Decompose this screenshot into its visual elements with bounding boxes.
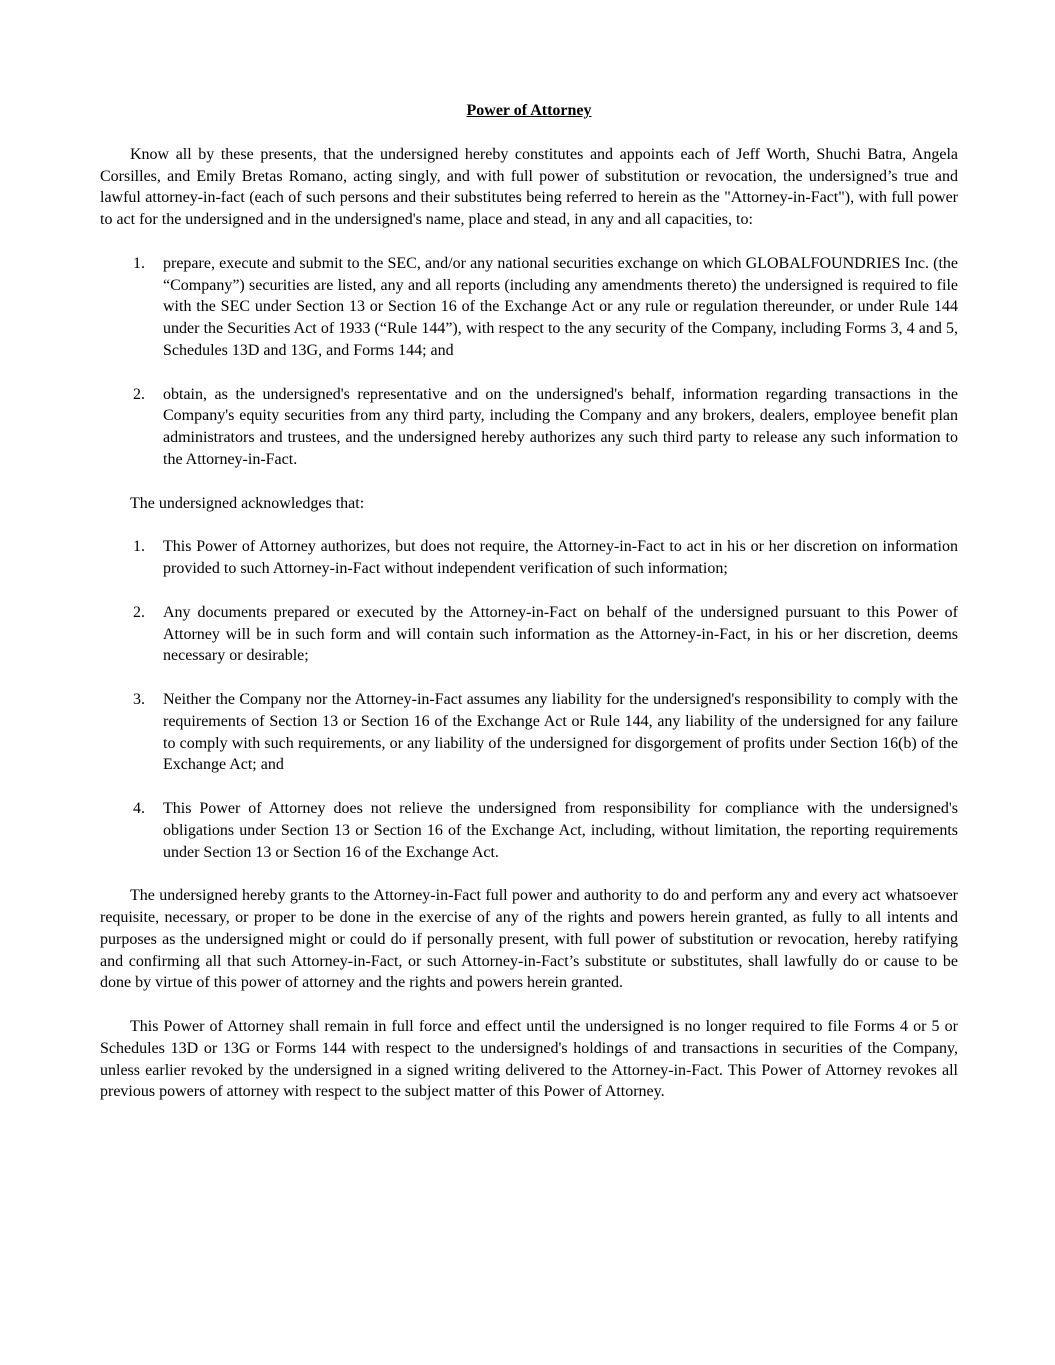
- list-item-text: This Power of Attorney does not relieve the undersigned from responsibility for compliance with the undersigned's obligations under Section 13 or Section 16 of the Exchange Act, including, without limitation, the reporting requirements under Section 13 or Section 16 of the Exchange Act.: [163, 800, 958, 861]
- list-item-number: 1.: [133, 254, 145, 272]
- list-item-text: prepare, execute and submit to the SEC, and/or any national securities exchange on which GLOBALFOUNDRIES Inc. (the “Company”) securities are listed, any and all reports (including any amendments thereto) the undersigned is required to file with the SEC under Section 13 or Section 16 of the Exchange Act or any rule or regulation thereunder, or under Rule 144 under the Securities Act of 1933 (“Rule 144”), with respect to the any security of the Company, including Forms 3, 4 and 5, Schedules 13D and 13G, and Forms 144; and: [163, 254, 958, 359]
- list-item-text: This Power of Attorney authorizes, but does not require, the Attorney-in-Fact to act in his or her discretion on information provided to such Attorney-in-Fact without independent verification of such information;: [163, 538, 958, 577]
- list-item: [133, 689, 958, 776]
- list-item: [133, 798, 958, 863]
- list-item-number: 2.: [133, 385, 145, 403]
- closing-paragraph: This Power of Attorney shall remain in full force and effect until the undersigned is no longer required to file Forms 4 or 5 or Schedules 13D or 13G or Forms 144 with respect to the undersigned's holdings of and transactions in securities of the Company, unless earlier revoked by the undersigned in a signed writing delivered to the Attorney-in-Fact. This Power of Attorney revokes all previous powers of attorney with respect to the subject matter of this Power of Attorney.: [100, 1018, 958, 1101]
- list-item: [133, 253, 958, 362]
- intro-paragraph: Know all by these presents, that the undersigned hereby constitutes and appoints each of Jeff Worth, Shuchi Batra, Angela Corsilles, and Emily Bretas Romano, acting singly, and with full power of substitution or revocation, the undersigned’s true and lawful attorney-in-fact (each of such persons and their substitutes being referred to herein as the "Attorney-in-Fact"), with full power to act for the undersigned and in the undersigned's name, place and stead, in any and all capacities, to:: [100, 145, 958, 228]
- list-item: [133, 384, 958, 471]
- appointments-list: [133, 253, 958, 471]
- list-item-text: obtain, as the undersigned's representative and on the undersigned's behalf, information regarding transactions in the Company's equity securities from any third party, including the Company and any brokers, dealers, employee benefit plan administrators and trustees, and the undersigned hereby authorizes any such third party to release any such information to the Attorney-in-Fact.: [163, 385, 958, 468]
- document-title: Power of Attorney: [466, 102, 592, 119]
- list-item-number: 2.: [133, 603, 145, 621]
- list-item-text: Any documents prepared or executed by the Attorney-in-Fact on behalf of the undersigned pursuant to this Power of Attorney will be in such form and will contain such information as the Attorney-in-Fact, in his or her discretion, deems necessary or desirable;: [163, 603, 958, 665]
- list-item-number: 1.: [133, 538, 145, 556]
- acknowledgements-list: [133, 536, 958, 863]
- acknowledge-intro-paragraph: The undersigned acknowledges that:: [130, 494, 365, 512]
- list-item-text: Neither the Company nor the Attorney-in-Fact assumes any liability for the undersigned's responsibility to comply with the requirements of Section 13 or Section 16 of the Exchange Act or Rule 144, any liability of the undersigned for any failure to comply with such requirements, or any liability of the undersigned for disgorgement of profits under Section 16(b) of the Exchange Act; and: [163, 691, 958, 774]
- grant-paragraph: The undersigned hereby grants to the Attorney-in-Fact full power and authority to do and perform any and every act whatsoever requisite, necessary, or proper to be done in the exercise of any of the rights and powers herein granted, as fully to all intents and purposes as the undersigned might or could do if personally present, with full power of substitution or revocation, hereby ratifying and confirming all that such Attorney-in-Fact, or such Attorney-in-Fact’s substitute or substitutes, shall lawfully do or cause to be done by virtue of this power of attorney and the rights and powers herein granted.: [100, 887, 958, 992]
- list-item-number: 3.: [133, 691, 145, 708]
- list-item: [133, 602, 958, 667]
- list-item: [133, 536, 958, 580]
- list-item-number: 4.: [133, 800, 145, 817]
